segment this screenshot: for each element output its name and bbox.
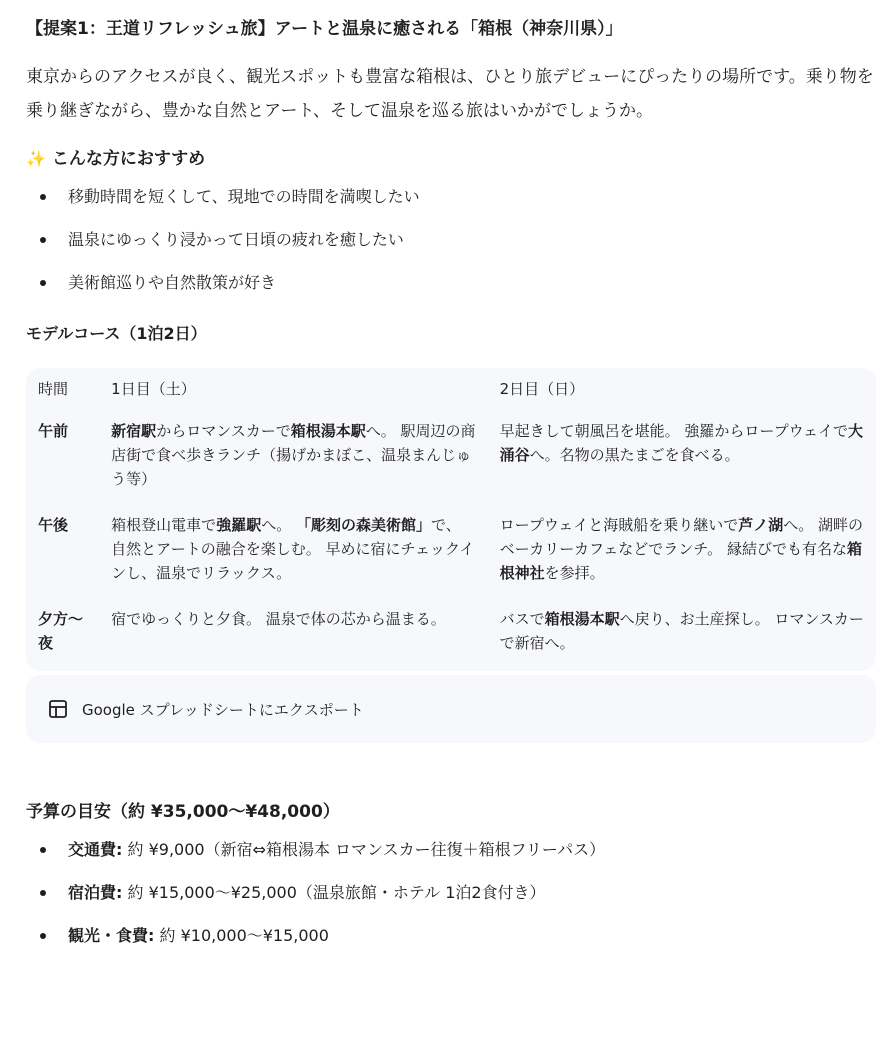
- header-day2: 2日目（日）: [499, 380, 585, 398]
- day1-cell: [99, 601, 487, 671]
- budget-label: 宿泊費:: [68, 883, 123, 902]
- budget-value: 約 ¥9,000（新宿⇔箱根湯本 ロマンスカー往復＋箱根フリーパス）: [122, 840, 606, 859]
- bold-text: 「彫刻の森美術館」: [295, 516, 431, 534]
- spreadsheet-icon: [48, 699, 68, 719]
- recommend-list: [26, 186, 876, 294]
- recommend-title: こんな方におすすめ: [51, 149, 206, 169]
- list-item: [26, 882, 876, 904]
- cell-text: 宿でゆっくりと夕食。 温泉で体の芯から温まる。: [111, 610, 446, 628]
- budget-value: 約 ¥10,000〜¥15,000: [154, 926, 329, 945]
- course-heading: モデルコース（1泊2日）: [26, 324, 207, 343]
- cell-text: を参拝。: [544, 564, 605, 582]
- cell-text: へ。 湖畔のベーカリーカフェなどでランチ。 縁結びでも有名な: [499, 516, 864, 558]
- time-cell: 午後: [38, 516, 69, 534]
- list-item: [26, 839, 876, 861]
- budget-list: [26, 839, 876, 947]
- cell-text: 箱根登山電車で: [111, 516, 217, 534]
- day2-cell: [488, 413, 876, 507]
- budget-heading: 予算の目安（約 ¥35,000〜¥48,000）: [26, 802, 340, 822]
- time-cell: 夕方〜夜: [38, 610, 84, 652]
- list-item: 温泉にゆっくり浸かって日頃の疲れを癒したい: [26, 229, 876, 251]
- cell-text: バスで: [499, 610, 545, 628]
- list-item: 移動時間を短くして、現地での時間を満喫したい: [26, 186, 876, 208]
- day2-cell: [488, 601, 876, 671]
- table-header-row: [26, 368, 876, 413]
- course-table: [26, 368, 876, 671]
- list-item: 美術館巡りや自然散策が好き: [26, 272, 876, 294]
- cell-text: 早起きして朝風呂を堪能。 強羅からロープウェイで: [499, 422, 848, 440]
- table-row: [26, 507, 876, 601]
- budget-label: 交通費:: [68, 840, 123, 859]
- cell-text: へ。名物の黒たまごを食べる。: [529, 446, 740, 464]
- intro-paragraph: 東京からのアクセスが良く、観光スポットも豊富な箱根は、ひとり旅デビューにぴったりの場所です。乗り物を乗り継ぎながら、豊かな自然とアート、そして温泉を巡る旅はいかがでしょうか。: [26, 67, 874, 121]
- bold-text: 箱根神社: [499, 540, 862, 582]
- bold-text: 箱根湯本駅: [544, 610, 620, 628]
- list-item: [26, 925, 876, 947]
- cell-text: ロープウェイと海賊船を乗り継いで: [499, 516, 739, 534]
- course-table-card: [26, 368, 876, 671]
- day2-cell: [488, 507, 876, 601]
- day1-cell: [99, 507, 487, 601]
- header-day1: 1日目（土）: [111, 380, 196, 398]
- cell-text: へ。: [261, 516, 296, 534]
- cell-text: からロマンスカーで: [156, 422, 291, 440]
- bold-text: 強羅駅: [216, 516, 262, 534]
- budget-label: 観光・食費:: [68, 926, 155, 945]
- table-row: [26, 601, 876, 671]
- day1-cell: [99, 413, 487, 507]
- budget-value: 約 ¥15,000〜¥25,000（温泉旅館・ホテル 1泊2食付き）: [122, 883, 546, 902]
- plan-title: 【提案1：王道リフレッシュ旅】アートと温泉に癒される「箱根（神奈川県）」: [26, 19, 623, 39]
- bold-text: 大涌谷: [499, 422, 864, 464]
- export-label: Google スプレッドシートにエクスポート: [82, 700, 364, 719]
- export-sheets-button[interactable]: [26, 675, 876, 743]
- cell-text: へ。 駅周辺の商店街で食べ歩きランチ（揚げかまぼこ、温泉まんじゅう等）: [111, 422, 476, 488]
- header-time: 時間: [38, 380, 69, 398]
- cell-text: へ戻り、お土産探し。 ロマンスカーで新宿へ。: [499, 610, 864, 652]
- table-row: [26, 413, 876, 507]
- sparkle-icon: ✨: [26, 149, 46, 168]
- recommend-heading: [26, 144, 876, 174]
- time-cell: 午前: [38, 422, 69, 440]
- cell-text: で、自然とアートの融合を楽しむ。 早めに宿にチェックインし、温泉でリラックス。: [111, 516, 475, 582]
- bold-text: 芦ノ湖: [738, 516, 784, 534]
- bold-text: 新宿駅: [111, 422, 157, 440]
- response-content: [0, 14, 876, 947]
- bold-text: 箱根湯本駅: [290, 422, 366, 440]
